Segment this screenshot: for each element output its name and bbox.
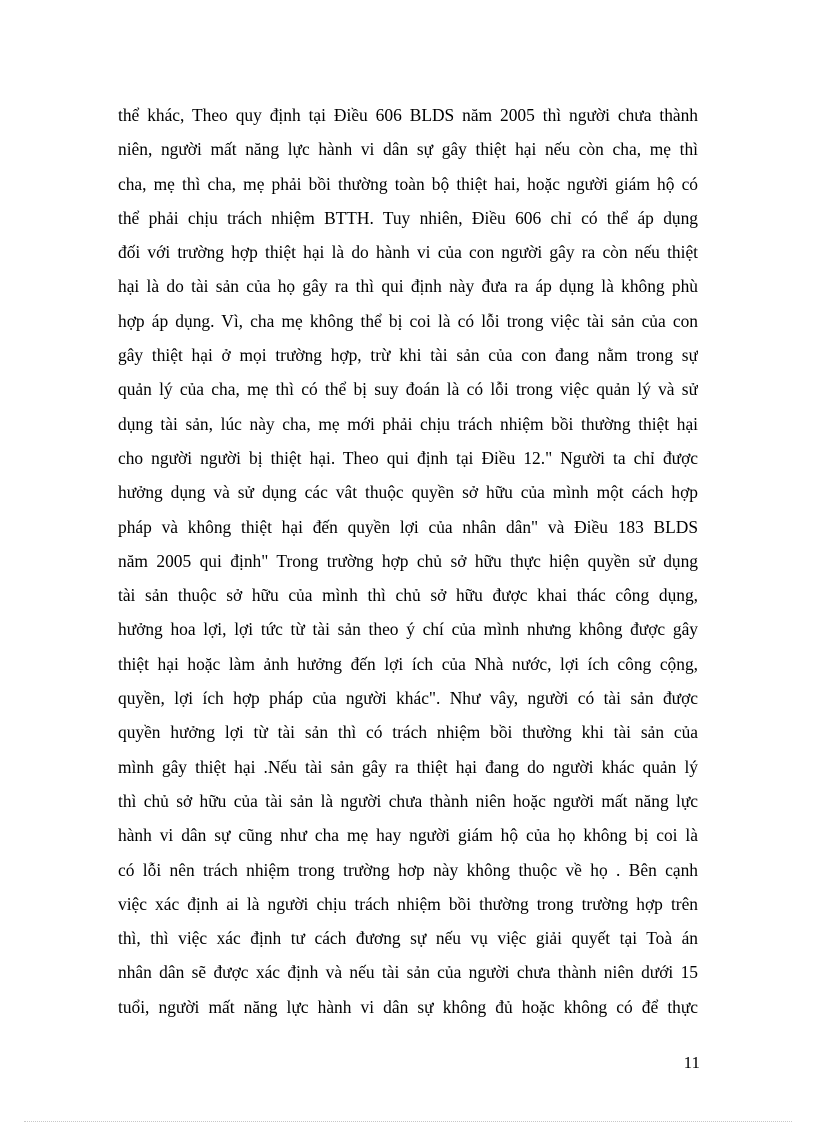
text-line: hành vi dân sự cũng như cha mẹ hay người giám hộ của họ không bị coi là — [118, 825, 698, 846]
text-line: có lỗi nên trách nhiệm trong trường hơp này không thuộc về họ . Bên cạnh — [118, 859, 698, 880]
page-bottom-divider — [24, 1121, 792, 1122]
text-line: quyền, lợi ích hợp pháp của người khác". Như vây, người có tài sản được — [118, 688, 698, 709]
text-line: nhân dân sẽ được xác định và nếu tài sản của người chưa thành niên dưới 15 — [118, 962, 698, 983]
text-line: tuổi, người mất năng lực hành vi dân sự không đủ hoặc không có để thực — [118, 996, 698, 1017]
text-line: năm 2005 qui định" Trong trường hợp chủ sở hữu thực hiện quyền sử dụng — [118, 550, 698, 571]
text-line: hợp áp dụng. Vì, cha mẹ không thể bị coi là có lỗi trong việc tài sản của con — [118, 310, 698, 331]
text-line: cha, mẹ thì cha, mẹ phải bồi thường toàn bộ thiệt hai, hoặc người giám hộ có — [118, 173, 698, 194]
text-line: đối với trường hợp thiệt hại là do hành vi của con người gây ra còn nếu thiệt — [118, 242, 698, 263]
text-line: niên, người mất năng lực hành vi dân sự gây thiệt hại nếu còn cha, mẹ thì — [118, 139, 698, 160]
page-number: 11 — [683, 1053, 700, 1072]
text-line: thể phải chịu trách nhiệm BTTH. Tuy nhiên, Điều 606 chỉ có thể áp dụng — [118, 207, 698, 228]
text-line: hưởng dụng và sử dụng các vât thuộc quyền sở hữu của mình một cách hợp — [118, 482, 698, 503]
text-line: hại là do tài sản của họ gây ra thì qui định này đưa ra áp dụng là không phù — [118, 276, 698, 297]
text-line: thì, thì việc xác định tư cách đương sự nếu vụ việc giải quyết tại Toà án — [118, 928, 698, 949]
text-line: dụng tài sản, lúc này cha, mẹ mới phải chịu trách nhiệm bồi thường thiệt hại — [118, 413, 698, 434]
text-line: quyền hưởng lợi từ tài sản thì có trách nhiệm bồi thường khi tài sản của — [118, 722, 698, 743]
text-line: pháp và không thiệt hại đến quyền lợi của nhân dân" và Điều 183 BLDS — [118, 516, 698, 537]
text-line: cho người người bị thiệt hại. Theo qui định tại Điều 12." Người ta chỉ được — [118, 447, 698, 468]
text-line: thì chủ sở hữu của tài sản là người chưa thành niên hoặc người mất năng lực — [118, 790, 698, 811]
text-line: thể khác, Theo quy định tại Điều 606 BLDS năm 2005 thì người chưa thành — [118, 105, 698, 125]
text-line: tài sản thuộc sở hữu của mình thì chủ sở hữu được khai thác công dụng, — [118, 585, 698, 606]
text-line: gây thiệt hại ở mọi trường hợp, trừ khi tài sản của con đang nằm trong sự — [118, 345, 698, 366]
text-line: quản lý của cha, mẹ thì có thể bị suy đoán là có lỗi trong việc quản lý và sử — [118, 379, 698, 400]
body-text — [118, 98, 698, 1024]
text-line: việc xác định ai là người chịu trách nhiệm bồi thường trong trường hợp trên — [118, 893, 698, 914]
text-line: mình gây thiệt hại .Nếu tài sản gây ra thiệt hại đang do người khác quản lý — [118, 756, 698, 777]
text-line: hưởng hoa lợi, lợi tức từ tài sản theo ý chí của mình nhưng không được gây — [118, 619, 698, 640]
text-line: thiệt hại hoặc làm ảnh hưởng đến lợi ích của Nhà nước, lợi ích công cộng, — [118, 653, 698, 674]
